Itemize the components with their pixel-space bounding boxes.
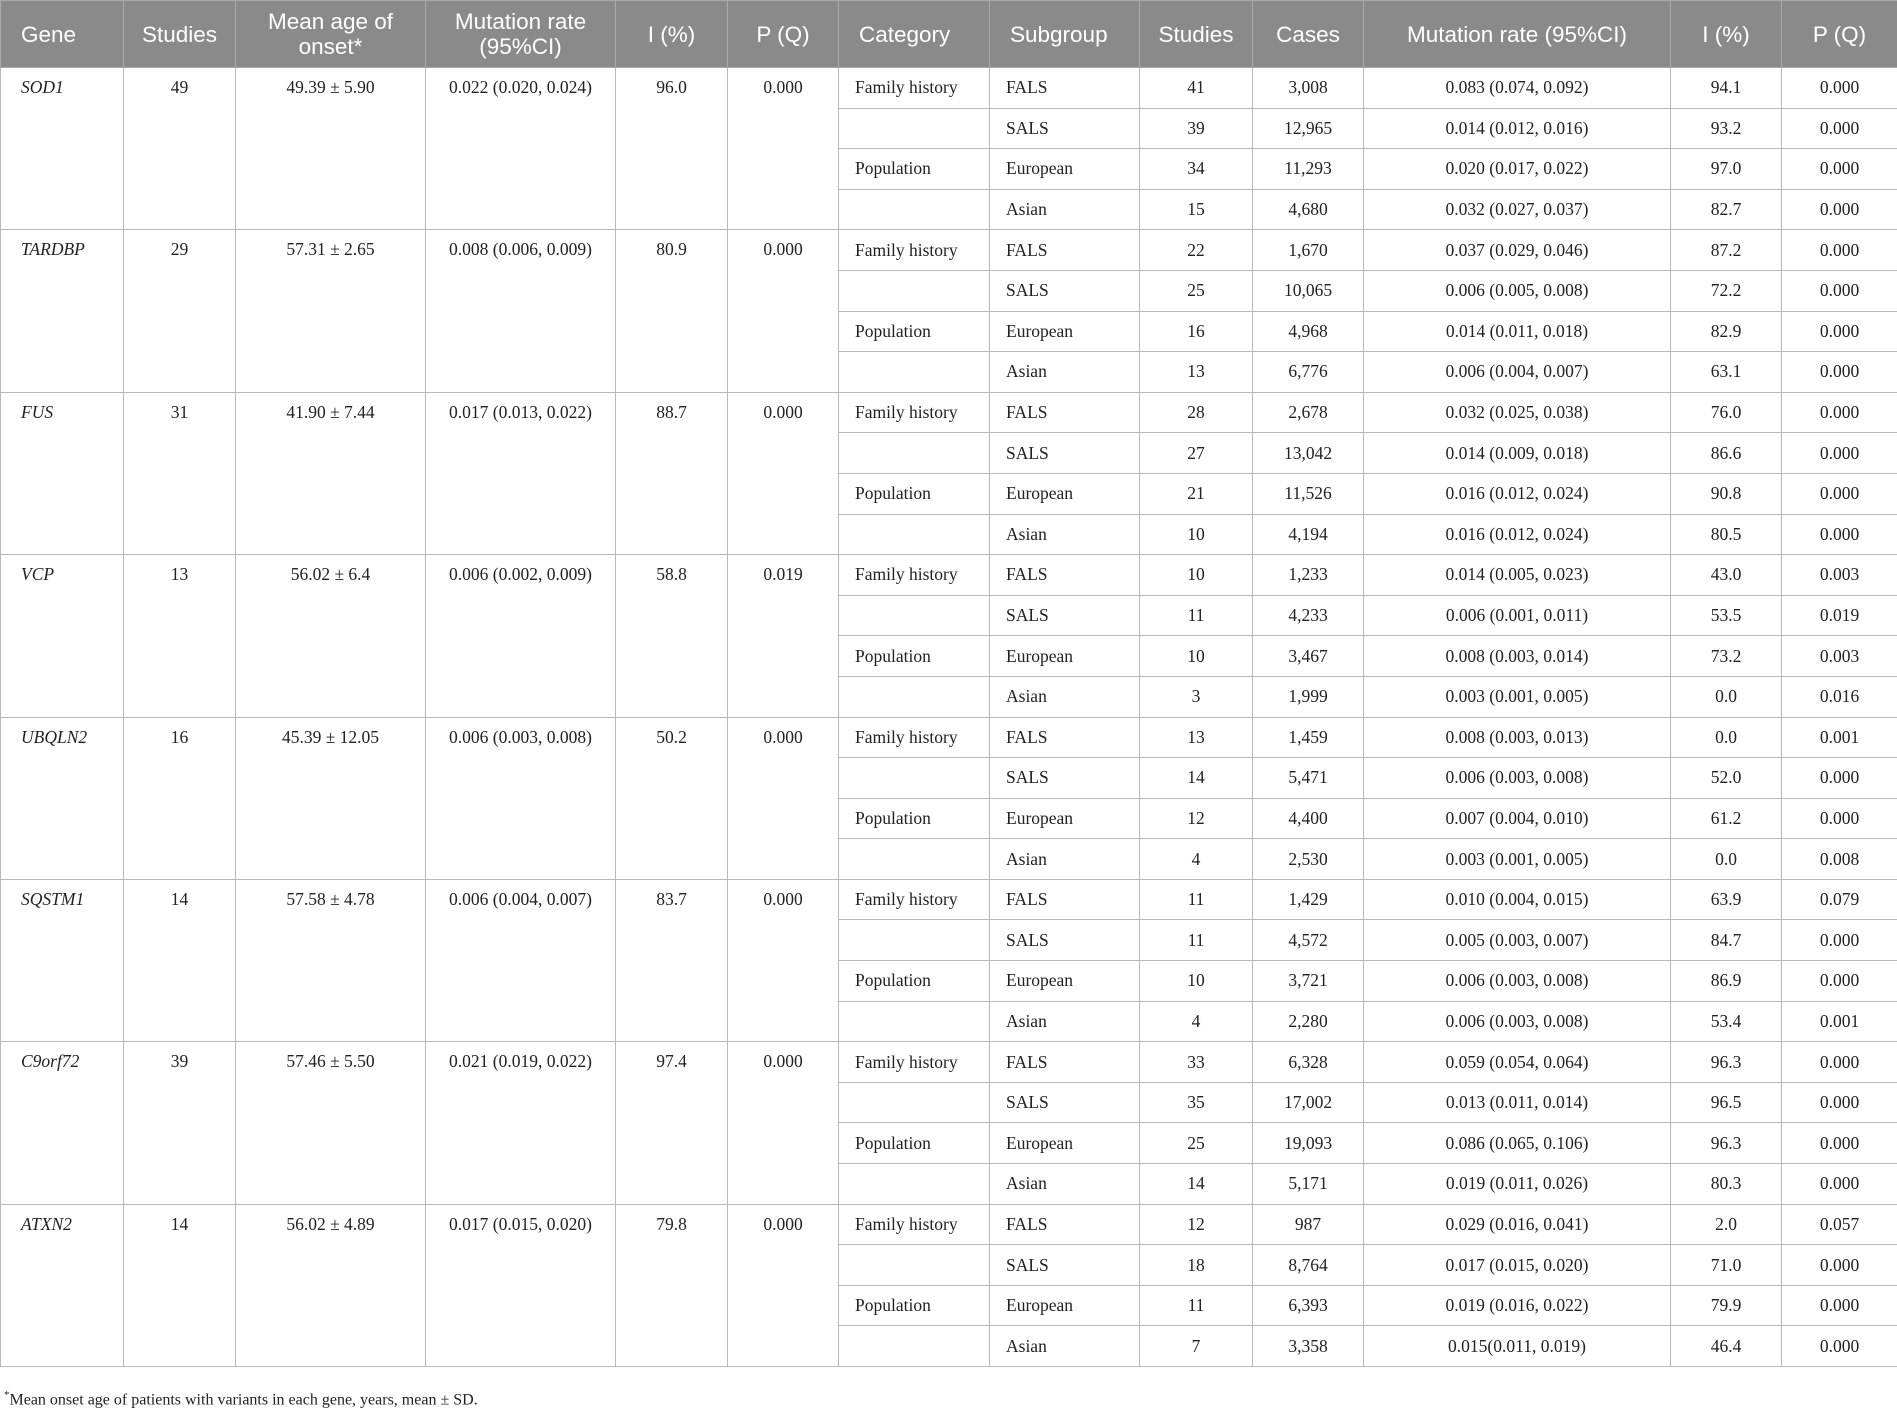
subgroup-i-percent-cell: 76.0 [1671, 392, 1782, 433]
subgroup-cell: SALS [990, 1245, 1140, 1286]
subgroup-cell: SALS [990, 108, 1140, 149]
subgroup-i-percent-cell: 2.0 [1671, 1204, 1782, 1245]
subgroup-i-percent-cell: 96.3 [1671, 1042, 1782, 1083]
mutation-rate-cell: 0.006 (0.003, 0.008) [426, 717, 616, 879]
gene-studies-cell: 49 [124, 68, 236, 230]
subgroup-mutation-rate-cell: 0.014 (0.011, 0.018) [1364, 311, 1671, 352]
p-q-cell: 0.000 [728, 230, 839, 392]
subgroup-mutation-rate-cell: 0.007 (0.004, 0.010) [1364, 798, 1671, 839]
category-cell: Population [839, 149, 990, 190]
subgroup-mutation-rate-cell: 0.010 (0.004, 0.015) [1364, 879, 1671, 920]
category-cell: Population [839, 636, 990, 677]
subgroup-studies-cell: 13 [1140, 717, 1253, 758]
mean-age-cell: 57.31 ± 2.65 [236, 230, 426, 392]
subgroup-studies-cell: 12 [1140, 798, 1253, 839]
category-cell [839, 1245, 990, 1286]
subgroup-mutation-rate-cell: 0.032 (0.027, 0.037) [1364, 189, 1671, 230]
subgroup-cell: SALS [990, 433, 1140, 474]
table-row [1, 68, 1897, 109]
subgroup-p-q-cell: 0.003 [1782, 636, 1897, 677]
p-q-cell: 0.000 [728, 1042, 839, 1204]
gene-cell: SOD1 [1, 68, 124, 230]
subgroup-cell: European [990, 149, 1140, 190]
subgroup-mutation-rate-cell: 0.013 (0.011, 0.014) [1364, 1082, 1671, 1123]
subgroup-studies-cell: 27 [1140, 433, 1253, 474]
table-row [1, 555, 1897, 596]
subgroup-p-q-cell: 0.000 [1782, 1082, 1897, 1123]
cases-cell: 1,999 [1253, 676, 1364, 717]
cases-cell: 17,002 [1253, 1082, 1364, 1123]
cases-cell: 11,526 [1253, 473, 1364, 514]
i-percent-cell: 80.9 [616, 230, 728, 392]
subgroup-p-q-cell: 0.019 [1782, 595, 1897, 636]
i-percent-cell: 96.0 [616, 68, 728, 230]
mean-age-cell: 56.02 ± 6.4 [236, 555, 426, 717]
cases-cell: 1,670 [1253, 230, 1364, 271]
subgroup-cell: European [990, 1285, 1140, 1326]
i-percent-cell: 50.2 [616, 717, 728, 879]
subgroup-cell: FALS [990, 68, 1140, 109]
header-mutation-rate: Mutation rate (95%CI) [426, 1, 616, 68]
category-cell [839, 758, 990, 799]
category-cell: Population [839, 1123, 990, 1164]
subgroup-p-q-cell: 0.000 [1782, 1042, 1897, 1083]
subgroup-i-percent-cell: 71.0 [1671, 1245, 1782, 1286]
cases-cell: 10,065 [1253, 270, 1364, 311]
subgroup-i-percent-cell: 80.3 [1671, 1164, 1782, 1205]
cases-cell: 3,008 [1253, 68, 1364, 109]
subgroup-mutation-rate-cell: 0.016 (0.012, 0.024) [1364, 473, 1671, 514]
subgroup-cell: European [990, 798, 1140, 839]
footnote-text: Mean onset age of patients with variants in each gene, years, mean ± SD. [9, 1391, 478, 1409]
subgroup-studies-cell: 10 [1140, 961, 1253, 1002]
subgroup-i-percent-cell: 63.9 [1671, 879, 1782, 920]
footnote-mark: * [4, 1389, 10, 1401]
subgroup-cell: SALS [990, 1082, 1140, 1123]
i-percent-cell: 58.8 [616, 555, 728, 717]
category-cell [839, 270, 990, 311]
subgroup-studies-cell: 21 [1140, 473, 1253, 514]
gene-studies-cell: 16 [124, 717, 236, 879]
subgroup-mutation-rate-cell: 0.019 (0.016, 0.022) [1364, 1285, 1671, 1326]
subgroup-p-q-cell: 0.000 [1782, 1326, 1897, 1367]
subgroup-mutation-rate-cell: 0.008 (0.003, 0.013) [1364, 717, 1671, 758]
subgroup-i-percent-cell: 94.1 [1671, 68, 1782, 109]
gene-cell: VCP [1, 555, 124, 717]
subgroup-mutation-rate-cell: 0.003 (0.001, 0.005) [1364, 676, 1671, 717]
subgroup-p-q-cell: 0.000 [1782, 392, 1897, 433]
category-cell [839, 1001, 990, 1042]
subgroup-studies-cell: 10 [1140, 636, 1253, 677]
table-row [1, 392, 1897, 433]
subgroup-cell: European [990, 473, 1140, 514]
subgroup-p-q-cell: 0.016 [1782, 676, 1897, 717]
subgroup-mutation-rate-cell: 0.059 (0.054, 0.064) [1364, 1042, 1671, 1083]
subgroup-cell: FALS [990, 392, 1140, 433]
gene-studies-cell: 29 [124, 230, 236, 392]
subgroup-mutation-rate-cell: 0.014 (0.012, 0.016) [1364, 108, 1671, 149]
subgroup-i-percent-cell: 87.2 [1671, 230, 1782, 271]
header-p-q: P (Q) [728, 1, 839, 68]
gene-cell: FUS [1, 392, 124, 554]
category-cell [839, 1082, 990, 1123]
cases-cell: 987 [1253, 1204, 1364, 1245]
subgroup-p-q-cell: 0.000 [1782, 1245, 1897, 1286]
category-cell: Family history [839, 68, 990, 109]
category-cell: Family history [839, 230, 990, 271]
subgroup-p-q-cell: 0.000 [1782, 352, 1897, 393]
i-percent-cell: 88.7 [616, 392, 728, 554]
subgroup-mutation-rate-cell: 0.014 (0.005, 0.023) [1364, 555, 1671, 596]
cases-cell: 3,467 [1253, 636, 1364, 677]
subgroup-i-percent-cell: 0.0 [1671, 717, 1782, 758]
subgroup-p-q-cell: 0.000 [1782, 920, 1897, 961]
subgroup-studies-cell: 35 [1140, 1082, 1253, 1123]
subgroup-p-q-cell: 0.008 [1782, 839, 1897, 880]
subgroup-cell: FALS [990, 717, 1140, 758]
cases-cell: 6,393 [1253, 1285, 1364, 1326]
subgroup-studies-cell: 39 [1140, 108, 1253, 149]
subgroup-i-percent-cell: 53.5 [1671, 595, 1782, 636]
subgroup-i-percent-cell: 82.9 [1671, 311, 1782, 352]
category-cell [839, 514, 990, 555]
subgroup-studies-cell: 14 [1140, 1164, 1253, 1205]
subgroup-p-q-cell: 0.000 [1782, 311, 1897, 352]
subgroup-p-q-cell: 0.000 [1782, 758, 1897, 799]
subgroup-i-percent-cell: 46.4 [1671, 1326, 1782, 1367]
subgroup-studies-cell: 13 [1140, 352, 1253, 393]
subgroup-mutation-rate-cell: 0.083 (0.074, 0.092) [1364, 68, 1671, 109]
header-subgroup: Subgroup [990, 1, 1140, 68]
cases-cell: 4,572 [1253, 920, 1364, 961]
category-cell: Family history [839, 1204, 990, 1245]
i-percent-cell: 83.7 [616, 879, 728, 1041]
table-body [1, 68, 1897, 1367]
subgroup-studies-cell: 11 [1140, 920, 1253, 961]
category-cell: Family history [839, 392, 990, 433]
subgroup-studies-cell: 4 [1140, 1001, 1253, 1042]
subgroup-p-q-cell: 0.000 [1782, 1164, 1897, 1205]
category-cell [839, 920, 990, 961]
cases-cell: 4,968 [1253, 311, 1364, 352]
subgroup-p-q-cell: 0.079 [1782, 879, 1897, 920]
subgroup-p-q-cell: 0.000 [1782, 514, 1897, 555]
mean-age-cell: 49.39 ± 5.90 [236, 68, 426, 230]
subgroup-cell: Asian [990, 676, 1140, 717]
cases-cell: 1,459 [1253, 717, 1364, 758]
category-cell: Population [839, 798, 990, 839]
subgroup-p-q-cell: 0.000 [1782, 433, 1897, 474]
header-gene: Gene [1, 1, 124, 68]
gene-studies-cell: 14 [124, 879, 236, 1041]
subgroup-studies-cell: 11 [1140, 879, 1253, 920]
subgroup-p-q-cell: 0.000 [1782, 270, 1897, 311]
subgroup-mutation-rate-cell: 0.032 (0.025, 0.038) [1364, 392, 1671, 433]
gene-cell: C9orf72 [1, 1042, 124, 1204]
cases-cell: 3,721 [1253, 961, 1364, 1002]
subgroup-mutation-rate-cell: 0.006 (0.003, 0.008) [1364, 1001, 1671, 1042]
subgroup-mutation-rate-cell: 0.006 (0.004, 0.007) [1364, 352, 1671, 393]
mutation-rate-cell: 0.017 (0.013, 0.022) [426, 392, 616, 554]
header-row [1, 1, 1897, 68]
subgroup-studies-cell: 4 [1140, 839, 1253, 880]
subgroup-i-percent-cell: 79.9 [1671, 1285, 1782, 1326]
subgroup-studies-cell: 11 [1140, 1285, 1253, 1326]
gene-cell: UBQLN2 [1, 717, 124, 879]
subgroup-i-percent-cell: 84.7 [1671, 920, 1782, 961]
subgroup-i-percent-cell: 86.6 [1671, 433, 1782, 474]
subgroup-cell: Asian [990, 1326, 1140, 1367]
subgroup-cell: FALS [990, 1042, 1140, 1083]
category-cell: Family history [839, 1042, 990, 1083]
cases-cell: 3,358 [1253, 1326, 1364, 1367]
subgroup-i-percent-cell: 73.2 [1671, 636, 1782, 677]
p-q-cell: 0.000 [728, 1204, 839, 1366]
subgroup-p-q-cell: 0.000 [1782, 149, 1897, 190]
cases-cell: 11,293 [1253, 149, 1364, 190]
header-i-percent: I (%) [616, 1, 728, 68]
subgroup-studies-cell: 11 [1140, 595, 1253, 636]
gene-cell: ATXN2 [1, 1204, 124, 1366]
header-subgroup-studies: Studies [1140, 1, 1253, 68]
subgroup-mutation-rate-cell: 0.029 (0.016, 0.041) [1364, 1204, 1671, 1245]
subgroup-mutation-rate-cell: 0.006 (0.001, 0.011) [1364, 595, 1671, 636]
subgroup-i-percent-cell: 96.5 [1671, 1082, 1782, 1123]
subgroup-studies-cell: 41 [1140, 68, 1253, 109]
gene-studies-cell: 39 [124, 1042, 236, 1204]
cases-cell: 12,965 [1253, 108, 1364, 149]
subgroup-studies-cell: 16 [1140, 311, 1253, 352]
subgroup-cell: FALS [990, 230, 1140, 271]
category-cell: Population [839, 1285, 990, 1326]
subgroup-mutation-rate-cell: 0.008 (0.003, 0.014) [1364, 636, 1671, 677]
gene-studies-cell: 31 [124, 392, 236, 554]
category-cell: Family history [839, 555, 990, 596]
subgroup-i-percent-cell: 97.0 [1671, 149, 1782, 190]
category-cell: Family history [839, 879, 990, 920]
cases-cell: 6,776 [1253, 352, 1364, 393]
cases-cell: 13,042 [1253, 433, 1364, 474]
subgroup-mutation-rate-cell: 0.006 (0.005, 0.008) [1364, 270, 1671, 311]
cases-cell: 4,194 [1253, 514, 1364, 555]
subgroup-p-q-cell: 0.001 [1782, 1001, 1897, 1042]
cases-cell: 5,171 [1253, 1164, 1364, 1205]
category-cell: Population [839, 473, 990, 514]
subgroup-cell: European [990, 961, 1140, 1002]
subgroup-p-q-cell: 0.000 [1782, 189, 1897, 230]
subgroup-studies-cell: 14 [1140, 758, 1253, 799]
category-cell: Family history [839, 717, 990, 758]
p-q-cell: 0.000 [728, 68, 839, 230]
category-cell [839, 352, 990, 393]
subgroup-cell: SALS [990, 270, 1140, 311]
cases-cell: 6,328 [1253, 1042, 1364, 1083]
header-category: Category [839, 1, 990, 68]
subgroup-p-q-cell: 0.000 [1782, 1285, 1897, 1326]
p-q-cell: 0.000 [728, 392, 839, 554]
subgroup-i-percent-cell: 0.0 [1671, 839, 1782, 880]
subgroup-i-percent-cell: 0.0 [1671, 676, 1782, 717]
table-row [1, 717, 1897, 758]
p-q-cell: 0.000 [728, 879, 839, 1041]
subgroup-i-percent-cell: 53.4 [1671, 1001, 1782, 1042]
cases-cell: 4,400 [1253, 798, 1364, 839]
subgroup-cell: Asian [990, 514, 1140, 555]
mutation-rate-cell: 0.017 (0.015, 0.020) [426, 1204, 616, 1366]
table-row [1, 879, 1897, 920]
p-q-cell: 0.000 [728, 717, 839, 879]
subgroup-studies-cell: 3 [1140, 676, 1253, 717]
subgroup-p-q-cell: 0.003 [1782, 555, 1897, 596]
subgroup-p-q-cell: 0.000 [1782, 961, 1897, 1002]
subgroup-cell: Asian [990, 352, 1140, 393]
cases-cell: 1,429 [1253, 879, 1364, 920]
mean-age-cell: 56.02 ± 4.89 [236, 1204, 426, 1366]
subgroup-mutation-rate-cell: 0.086 (0.065, 0.106) [1364, 1123, 1671, 1164]
subgroup-studies-cell: 10 [1140, 514, 1253, 555]
subgroup-i-percent-cell: 86.9 [1671, 961, 1782, 1002]
subgroup-cell: Asian [990, 1001, 1140, 1042]
i-percent-cell: 97.4 [616, 1042, 728, 1204]
subgroup-studies-cell: 34 [1140, 149, 1253, 190]
cases-cell: 19,093 [1253, 1123, 1364, 1164]
subgroup-i-percent-cell: 82.7 [1671, 189, 1782, 230]
subgroup-i-percent-cell: 90.8 [1671, 473, 1782, 514]
subgroup-studies-cell: 28 [1140, 392, 1253, 433]
subgroup-studies-cell: 15 [1140, 189, 1253, 230]
header-subgroup-i-percent: I (%) [1671, 1, 1782, 68]
subgroup-mutation-rate-cell: 0.003 (0.001, 0.005) [1364, 839, 1671, 880]
footnote [4, 1389, 478, 1409]
subgroup-cell: SALS [990, 595, 1140, 636]
subgroup-p-q-cell: 0.000 [1782, 798, 1897, 839]
subgroup-i-percent-cell: 52.0 [1671, 758, 1782, 799]
subgroup-cell: European [990, 636, 1140, 677]
subgroup-p-q-cell: 0.057 [1782, 1204, 1897, 1245]
mean-age-cell: 45.39 ± 12.05 [236, 717, 426, 879]
category-cell [839, 595, 990, 636]
subgroup-mutation-rate-cell: 0.014 (0.009, 0.018) [1364, 433, 1671, 474]
subgroup-mutation-rate-cell: 0.015(0.011, 0.019) [1364, 1326, 1671, 1367]
gene-studies-cell: 13 [124, 555, 236, 717]
subgroup-cell: SALS [990, 758, 1140, 799]
header-cases: Cases [1253, 1, 1364, 68]
mutation-rate-cell: 0.006 (0.004, 0.007) [426, 879, 616, 1041]
header-studies: Studies [124, 1, 236, 68]
gene-studies-cell: 14 [124, 1204, 236, 1366]
cases-cell: 2,280 [1253, 1001, 1364, 1042]
subgroup-cell: European [990, 1123, 1140, 1164]
header-mean-age: Mean age of onset* [236, 1, 426, 68]
subgroup-p-q-cell: 0.000 [1782, 473, 1897, 514]
subgroup-cell: European [990, 311, 1140, 352]
subgroup-mutation-rate-cell: 0.017 (0.015, 0.020) [1364, 1245, 1671, 1286]
gene-cell: TARDBP [1, 230, 124, 392]
subgroup-i-percent-cell: 93.2 [1671, 108, 1782, 149]
table-row [1, 230, 1897, 271]
category-cell [839, 839, 990, 880]
category-cell [839, 1326, 990, 1367]
cases-cell: 2,530 [1253, 839, 1364, 880]
cases-cell: 4,680 [1253, 189, 1364, 230]
subgroup-cell: Asian [990, 1164, 1140, 1205]
mean-age-cell: 57.46 ± 5.50 [236, 1042, 426, 1204]
header-subgroup-mutation-rate: Mutation rate (95%CI) [1364, 1, 1671, 68]
table-row [1, 1042, 1897, 1083]
subgroup-studies-cell: 7 [1140, 1326, 1253, 1367]
subgroup-cell: FALS [990, 555, 1140, 596]
p-q-cell: 0.019 [728, 555, 839, 717]
mean-age-cell: 41.90 ± 7.44 [236, 392, 426, 554]
category-cell: Population [839, 311, 990, 352]
subgroup-i-percent-cell: 63.1 [1671, 352, 1782, 393]
subgroup-i-percent-cell: 96.3 [1671, 1123, 1782, 1164]
subgroup-i-percent-cell: 80.5 [1671, 514, 1782, 555]
subgroup-studies-cell: 25 [1140, 270, 1253, 311]
gene-cell: SQSTM1 [1, 879, 124, 1041]
subgroup-p-q-cell: 0.000 [1782, 68, 1897, 109]
subgroup-i-percent-cell: 61.2 [1671, 798, 1782, 839]
mutation-rate-cell: 0.022 (0.020, 0.024) [426, 68, 616, 230]
subgroup-mutation-rate-cell: 0.016 (0.012, 0.024) [1364, 514, 1671, 555]
subgroup-mutation-rate-cell: 0.019 (0.011, 0.026) [1364, 1164, 1671, 1205]
category-cell [839, 108, 990, 149]
subgroup-mutation-rate-cell: 0.037 (0.029, 0.046) [1364, 230, 1671, 271]
subgroup-i-percent-cell: 72.2 [1671, 270, 1782, 311]
cases-cell: 5,471 [1253, 758, 1364, 799]
subgroup-cell: FALS [990, 879, 1140, 920]
i-percent-cell: 79.8 [616, 1204, 728, 1366]
category-cell [839, 1164, 990, 1205]
subgroup-studies-cell: 12 [1140, 1204, 1253, 1245]
subgroup-mutation-rate-cell: 0.006 (0.003, 0.008) [1364, 961, 1671, 1002]
cases-cell: 1,233 [1253, 555, 1364, 596]
subgroup-p-q-cell: 0.000 [1782, 230, 1897, 271]
mutation-rate-cell: 0.006 (0.002, 0.009) [426, 555, 616, 717]
subgroup-studies-cell: 22 [1140, 230, 1253, 271]
cases-cell: 2,678 [1253, 392, 1364, 433]
mutation-rate-cell: 0.008 (0.006, 0.009) [426, 230, 616, 392]
subgroup-studies-cell: 18 [1140, 1245, 1253, 1286]
subgroup-p-q-cell: 0.000 [1782, 108, 1897, 149]
subgroup-mutation-rate-cell: 0.006 (0.003, 0.008) [1364, 758, 1671, 799]
category-cell: Population [839, 961, 990, 1002]
cases-cell: 4,233 [1253, 595, 1364, 636]
subgroup-mutation-rate-cell: 0.020 (0.017, 0.022) [1364, 149, 1671, 190]
header-subgroup-p-q: P (Q) [1782, 1, 1897, 68]
subgroup-cell: Asian [990, 839, 1140, 880]
category-cell [839, 433, 990, 474]
subgroup-cell: SALS [990, 920, 1140, 961]
subgroup-p-q-cell: 0.001 [1782, 717, 1897, 758]
subgroup-mutation-rate-cell: 0.005 (0.003, 0.007) [1364, 920, 1671, 961]
subgroup-cell: FALS [990, 1204, 1140, 1245]
category-cell [839, 189, 990, 230]
mutation-rate-cell: 0.021 (0.019, 0.022) [426, 1042, 616, 1204]
table-row [1, 1204, 1897, 1245]
cases-cell: 8,764 [1253, 1245, 1364, 1286]
category-cell [839, 676, 990, 717]
subgroup-studies-cell: 33 [1140, 1042, 1253, 1083]
subgroup-i-percent-cell: 43.0 [1671, 555, 1782, 596]
mean-age-cell: 57.58 ± 4.78 [236, 879, 426, 1041]
subgroup-studies-cell: 25 [1140, 1123, 1253, 1164]
subgroup-cell: Asian [990, 189, 1140, 230]
subgroup-p-q-cell: 0.000 [1782, 1123, 1897, 1164]
subgroup-studies-cell: 10 [1140, 555, 1253, 596]
